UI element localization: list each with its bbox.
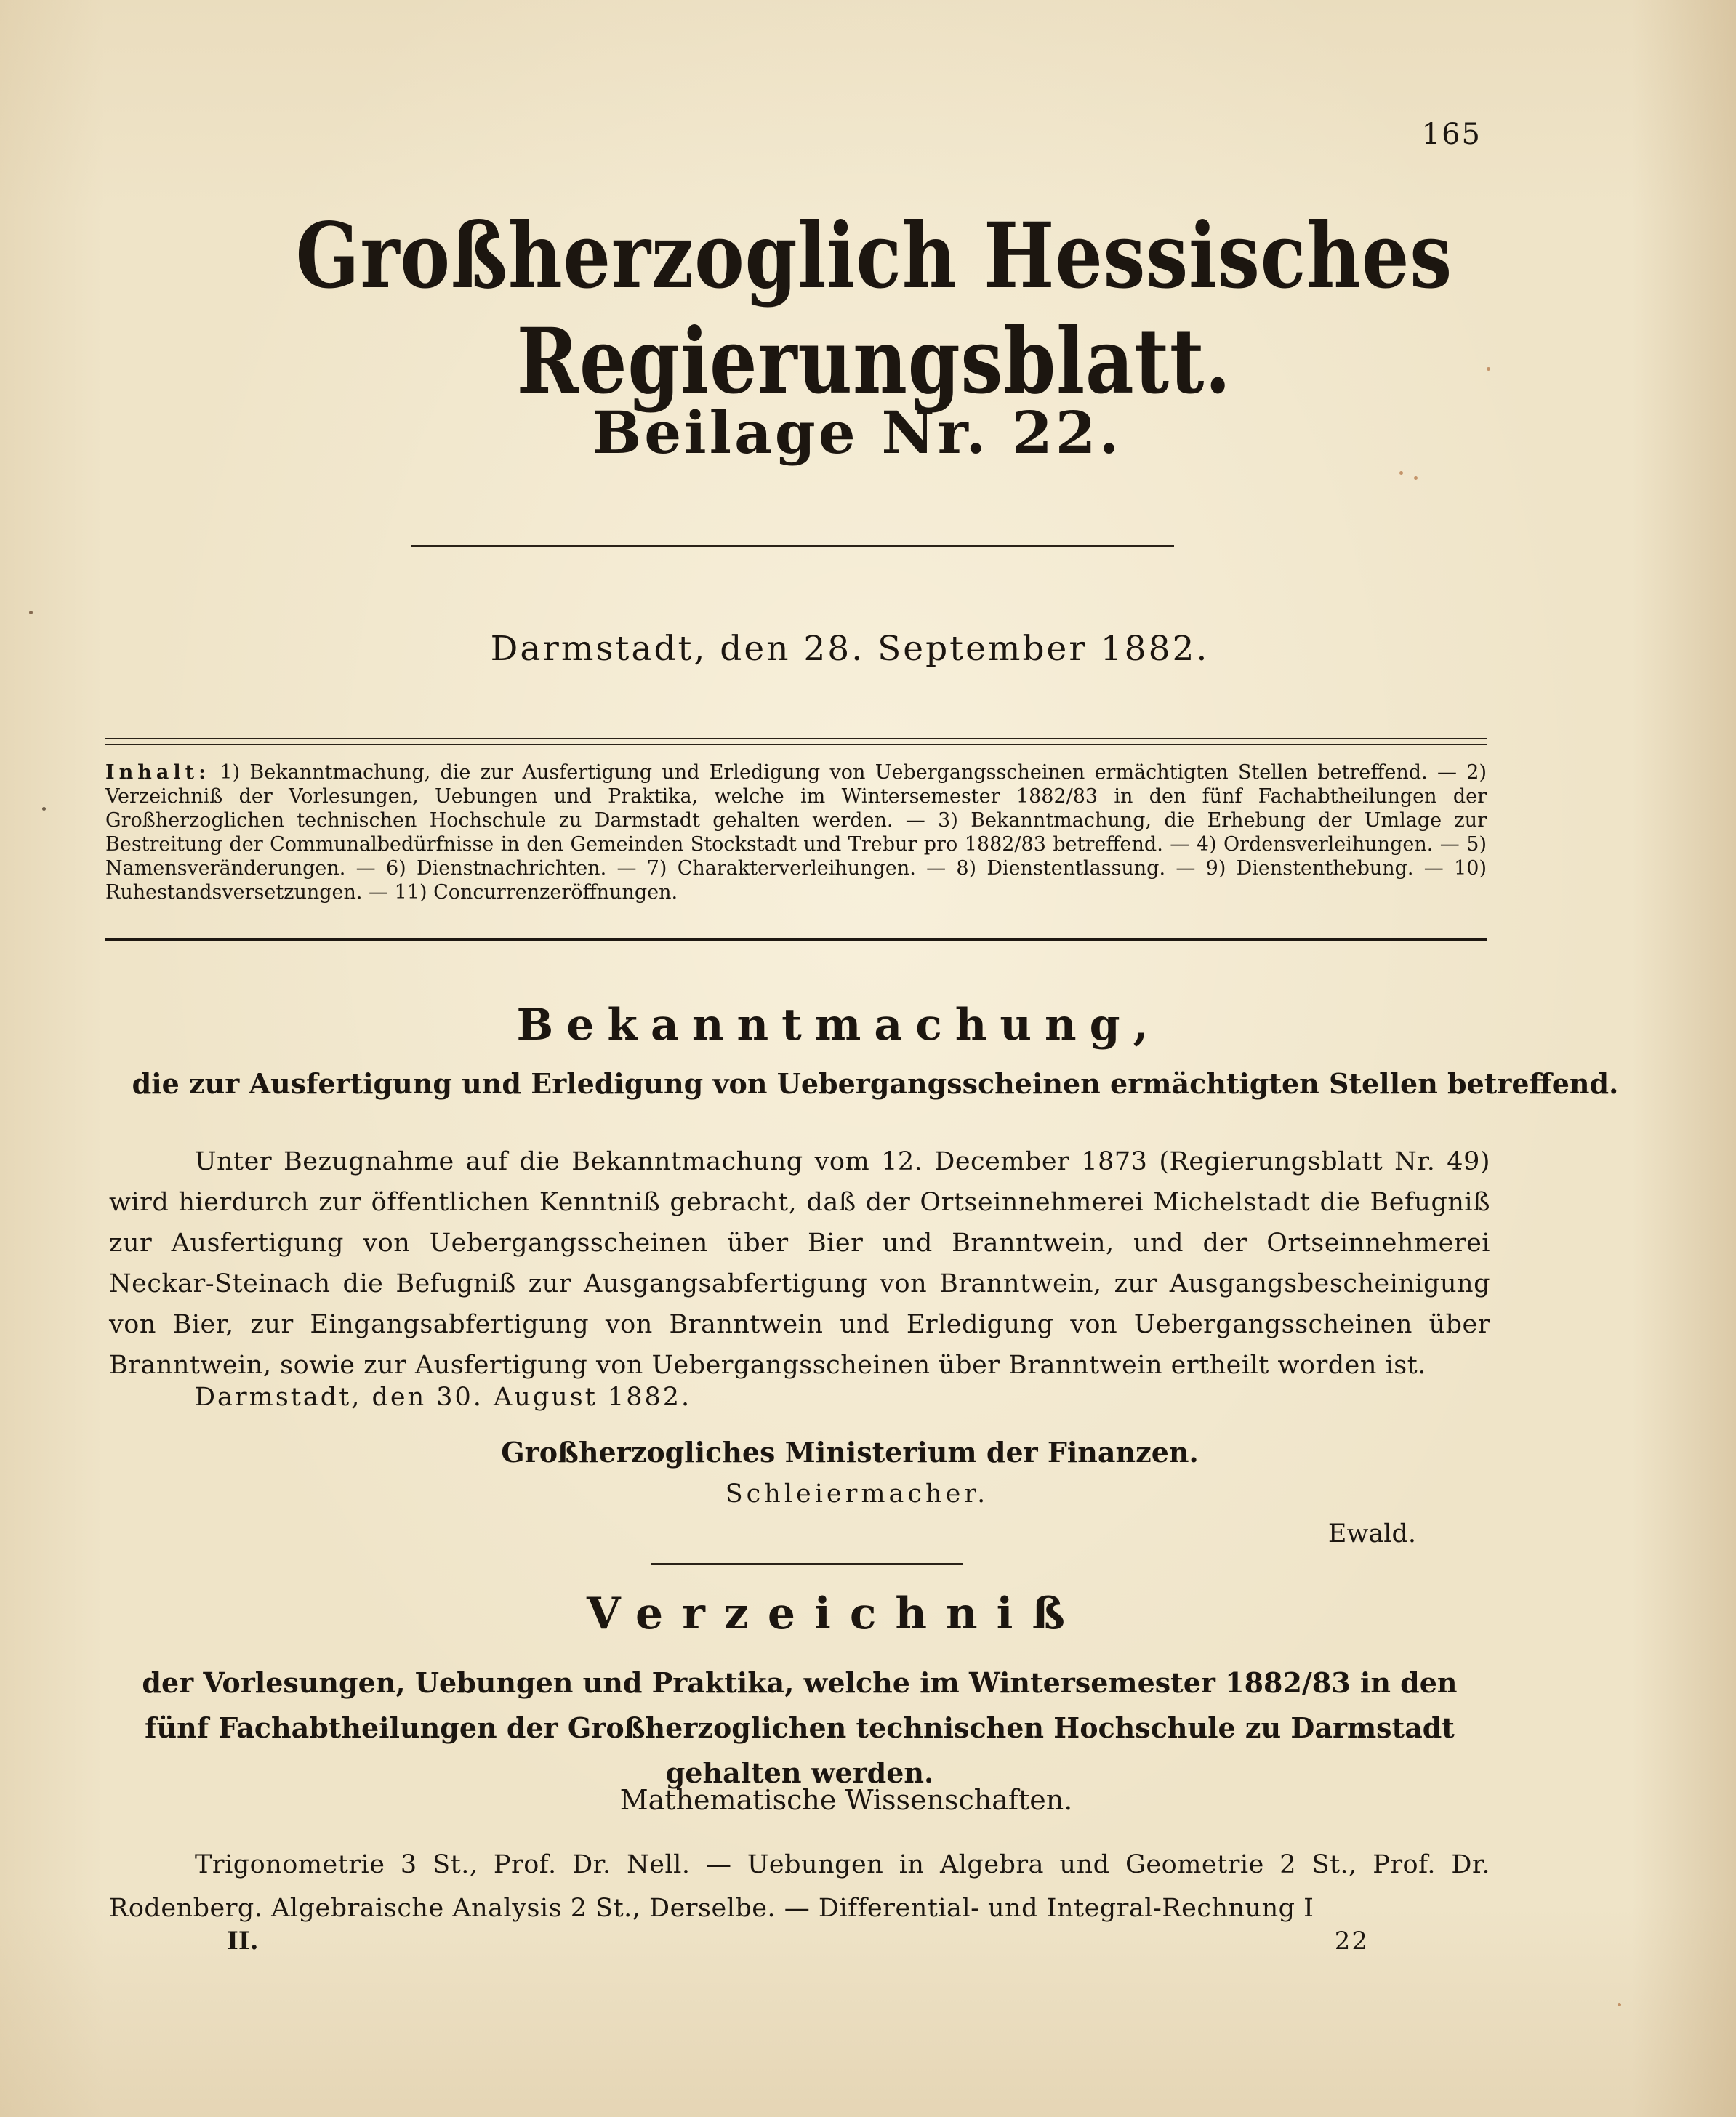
masthead-title: Großherzoglich Hessisches Regierungsblatt.	[295, 204, 1452, 414]
dateline: Darmstadt, den 28. September 1882.	[490, 629, 1210, 669]
table-of-contents	[105, 760, 1487, 904]
divider	[105, 744, 1487, 745]
math-body: Trigonometrie 3 St., Prof. Dr. Nell. — Uebungen in Algebra und Geometrie 2 St., Prof. Dr. Rodenberg. Algebraische Analysis 2 St., Derselbe. — Differential- und Integral-Rechnung I	[109, 1850, 1490, 1923]
paper-speck	[1487, 367, 1490, 371]
toc-text: 1) Bekanntmachung, die zur Ausfertigung und Erledigung von Uebergangsscheinen ermächtigten Stellen betreffend. — 2) Verzeichniß der Vorlesungen, Uebungen und Praktika, welche im Wintersemester 1882/83 in den fünf Fachabtheilungen der Großherzoglichen technischen Hochschule zu Darmstadt gehalten werden. — 3) Bekanntmachung, die Erhebung der Umlage zur Bestreitung der Communalbedürfnisse in den Gemeinden Stockstadt und Trebur pro 1882/83 betreffend. — 4) Ordensverleihungen. — 5) Namensveränderungen. — 6) Dienstnachrichten. — 7) Charakterverleihungen. — 8) Dienstentlassung. — 9) Dienstenthebung. — 10) Ruhestandsversetzungen. — 11) Concurrenzeröffnungen.	[105, 761, 1487, 904]
paper-speck	[1618, 2003, 1621, 2006]
signer-second: Ewald.	[1327, 1519, 1416, 1548]
paper-speck	[42, 807, 46, 811]
announcement-title: Bekanntmachung,	[516, 1000, 1162, 1051]
index-subtitle: der Vorlesungen, Uebungen und Praktika, welche im Wintersemester 1882/83 in den fünf Fachabtheilungen der Großherzoglichen technischen Hochschule zu Darmstadt gehalten werden.	[142, 1666, 1458, 1789]
announcement-date: Darmstadt, den 30. August 1882.	[195, 1383, 692, 1412]
ministry-name: Großherzogliches Ministerium der Finanzen.	[501, 1436, 1199, 1469]
math-heading: Mathematische Wissenschaften.	[619, 1784, 1073, 1816]
divider	[651, 1563, 963, 1565]
toc-label: Inhalt:	[105, 761, 211, 784]
signer-main: Schleiermacher.	[725, 1479, 989, 1509]
announcement-subtitle: die zur Ausfertigung und Erledigung von Uebergangsscheinen ermächtigten Stellen betreffend.	[132, 1067, 1619, 1100]
paper-speck	[1399, 471, 1403, 475]
signature-mark-left: II.	[227, 1927, 259, 1956]
page-number: 165	[1421, 118, 1482, 151]
announcement-body: Unter Bezugnahme auf die Bekanntmachung vom 12. December 1873 (Regierungsblatt Nr. 49) wird hierdurch zur öffentlichen Kenntniß gebracht, daß der Ortseinnehmerei Michelstadt die Befugniß zur Ausfertigung von Uebergangsscheinen über Bier und Branntwein, und der Ortseinnehmerei Neckar-Steinach die Befugniß zur Ausgangsabfertigung von Branntwein, zur Ausgangsbescheinigung von Bier, zur Eingangsabfertigung von Branntwein und Erledigung von Uebergangsscheinen über Branntwein, sowie zur Ausfertigung von Uebergangsscheinen über Branntwein ertheilt worden ist.	[109, 1147, 1490, 1380]
divider	[411, 545, 1174, 547]
signature-mark-right: 22	[1334, 1927, 1369, 1956]
paper-speck	[29, 611, 33, 614]
index-title: Verzeichniß	[586, 1588, 1085, 1639]
divider	[105, 938, 1487, 941]
supplement-number: Beilage Nr. 22.	[592, 398, 1122, 467]
paper-speck	[1414, 476, 1418, 480]
divider	[105, 738, 1487, 739]
